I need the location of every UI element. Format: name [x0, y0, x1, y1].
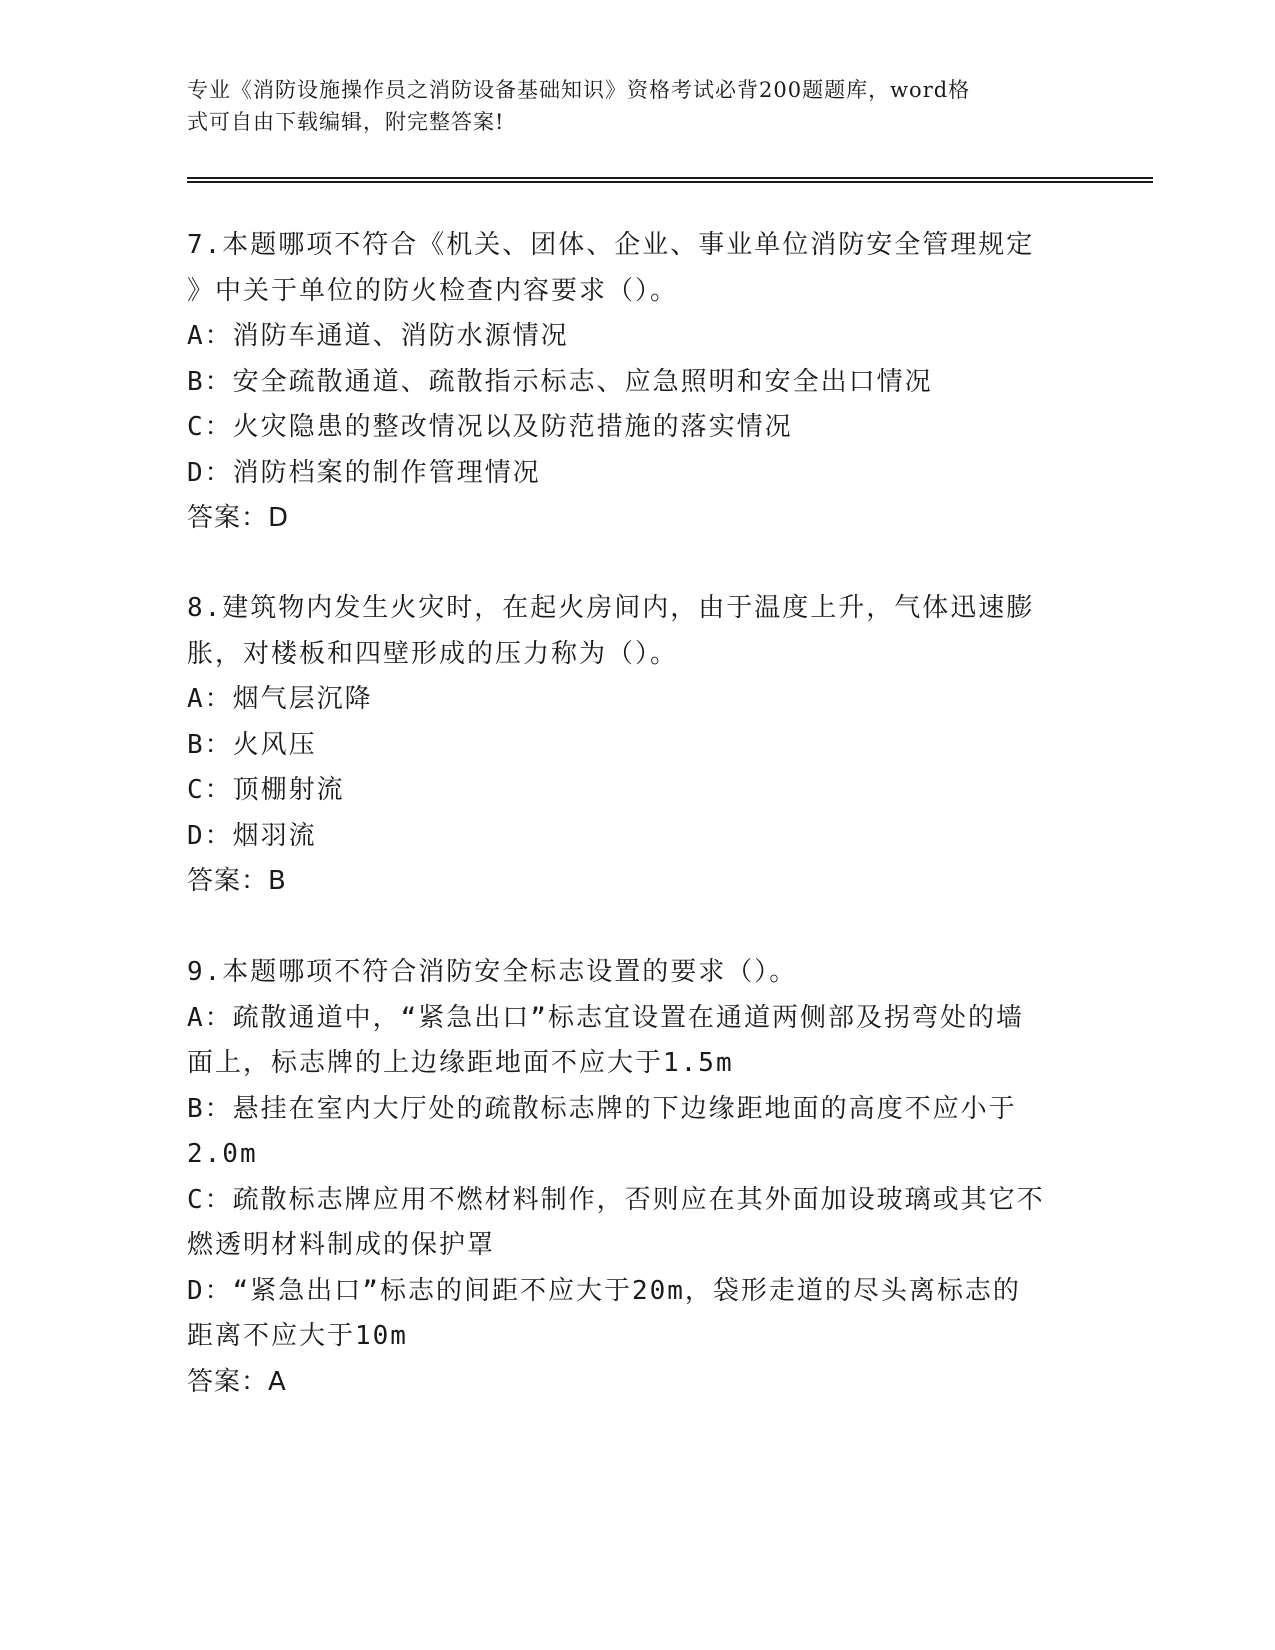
option-d: D：消防档案的制作管理情况 [187, 457, 541, 488]
answer-line [187, 1360, 1077, 1406]
answer-label: 答案： [187, 503, 269, 533]
option-c: C：火灾隐患的整改情况以及防范措施的落实情况 [187, 412, 793, 442]
rule-line-top [187, 177, 1153, 179]
option-d: D：“紧急出口”标志的间距不应大于20m，袋形走道的尽头离标志的 [187, 1275, 1021, 1306]
option-b: B：悬挂在室内大厅处的疏散标志牌的下边缘距地面的高度不应小于 [187, 1093, 1017, 1124]
option-c-continued: 燃透明材料制成的保护罩 [187, 1230, 496, 1260]
document-header [187, 74, 1077, 138]
question-text-line: 》中关于单位的防火检查内容要求（）。 [187, 275, 679, 306]
option-d-continued: 距离不应大于10m [187, 1321, 408, 1351]
header-double-rule [187, 177, 1153, 183]
question-text-line: 9.本题哪项不符合消防安全标志设置的要求（）。 [187, 957, 798, 987]
question-8 [187, 586, 1077, 905]
option-a: A：疏散通道中，“紧急出口”标志宜设置在通道两侧部及拐弯处的墙 [187, 1002, 1024, 1033]
option-a-continued: 面上，标志牌的上边缘距地面不应大于1.5m [187, 1048, 734, 1078]
header-line-1: 专业《消防设施操作员之消防设备基础知识》资格考试必背200题题库，word格 [187, 78, 971, 102]
question-7 [187, 223, 1077, 542]
rule-line-bottom [187, 181, 1153, 183]
question-text-line: 胀，对楼板和四壁形成的压力称为（）。 [187, 638, 679, 669]
answer-line [187, 496, 1077, 542]
option-b-continued: 2.0m [187, 1139, 258, 1169]
question-text-line: 8.建筑物内发生火灾时，在起火房间内，由于温度上升，气体迅速膨 [187, 593, 1035, 623]
question-9 [187, 950, 1077, 1405]
answer-value: A [268, 1366, 287, 1397]
option-a: A：烟气层沉降 [187, 684, 373, 714]
header-line-2: 式可自由下载编辑，附完整答案! [187, 110, 505, 134]
question-text-line: 7.本题哪项不符合《机关、团体、企业、事业单位消防安全管理规定 [187, 230, 1035, 260]
answer-label: 答案： [187, 866, 269, 896]
answer-label: 答案： [187, 1366, 269, 1397]
option-c: C：顶棚射流 [187, 775, 345, 805]
answer-line [187, 859, 1077, 905]
option-b: B：安全疏散通道、疏散指示标志、应急照明和安全出口情况 [187, 366, 933, 397]
option-a: A：消防车通道、消防水源情况 [187, 321, 569, 351]
answer-value: D [268, 503, 290, 533]
answer-value: B [268, 866, 287, 896]
option-d: D：烟羽流 [187, 820, 317, 851]
option-c: C：疏散标志牌应用不燃材料制作，否则应在其外面加设玻璃或其它不 [187, 1184, 1045, 1215]
option-b: B：火风压 [187, 729, 317, 760]
